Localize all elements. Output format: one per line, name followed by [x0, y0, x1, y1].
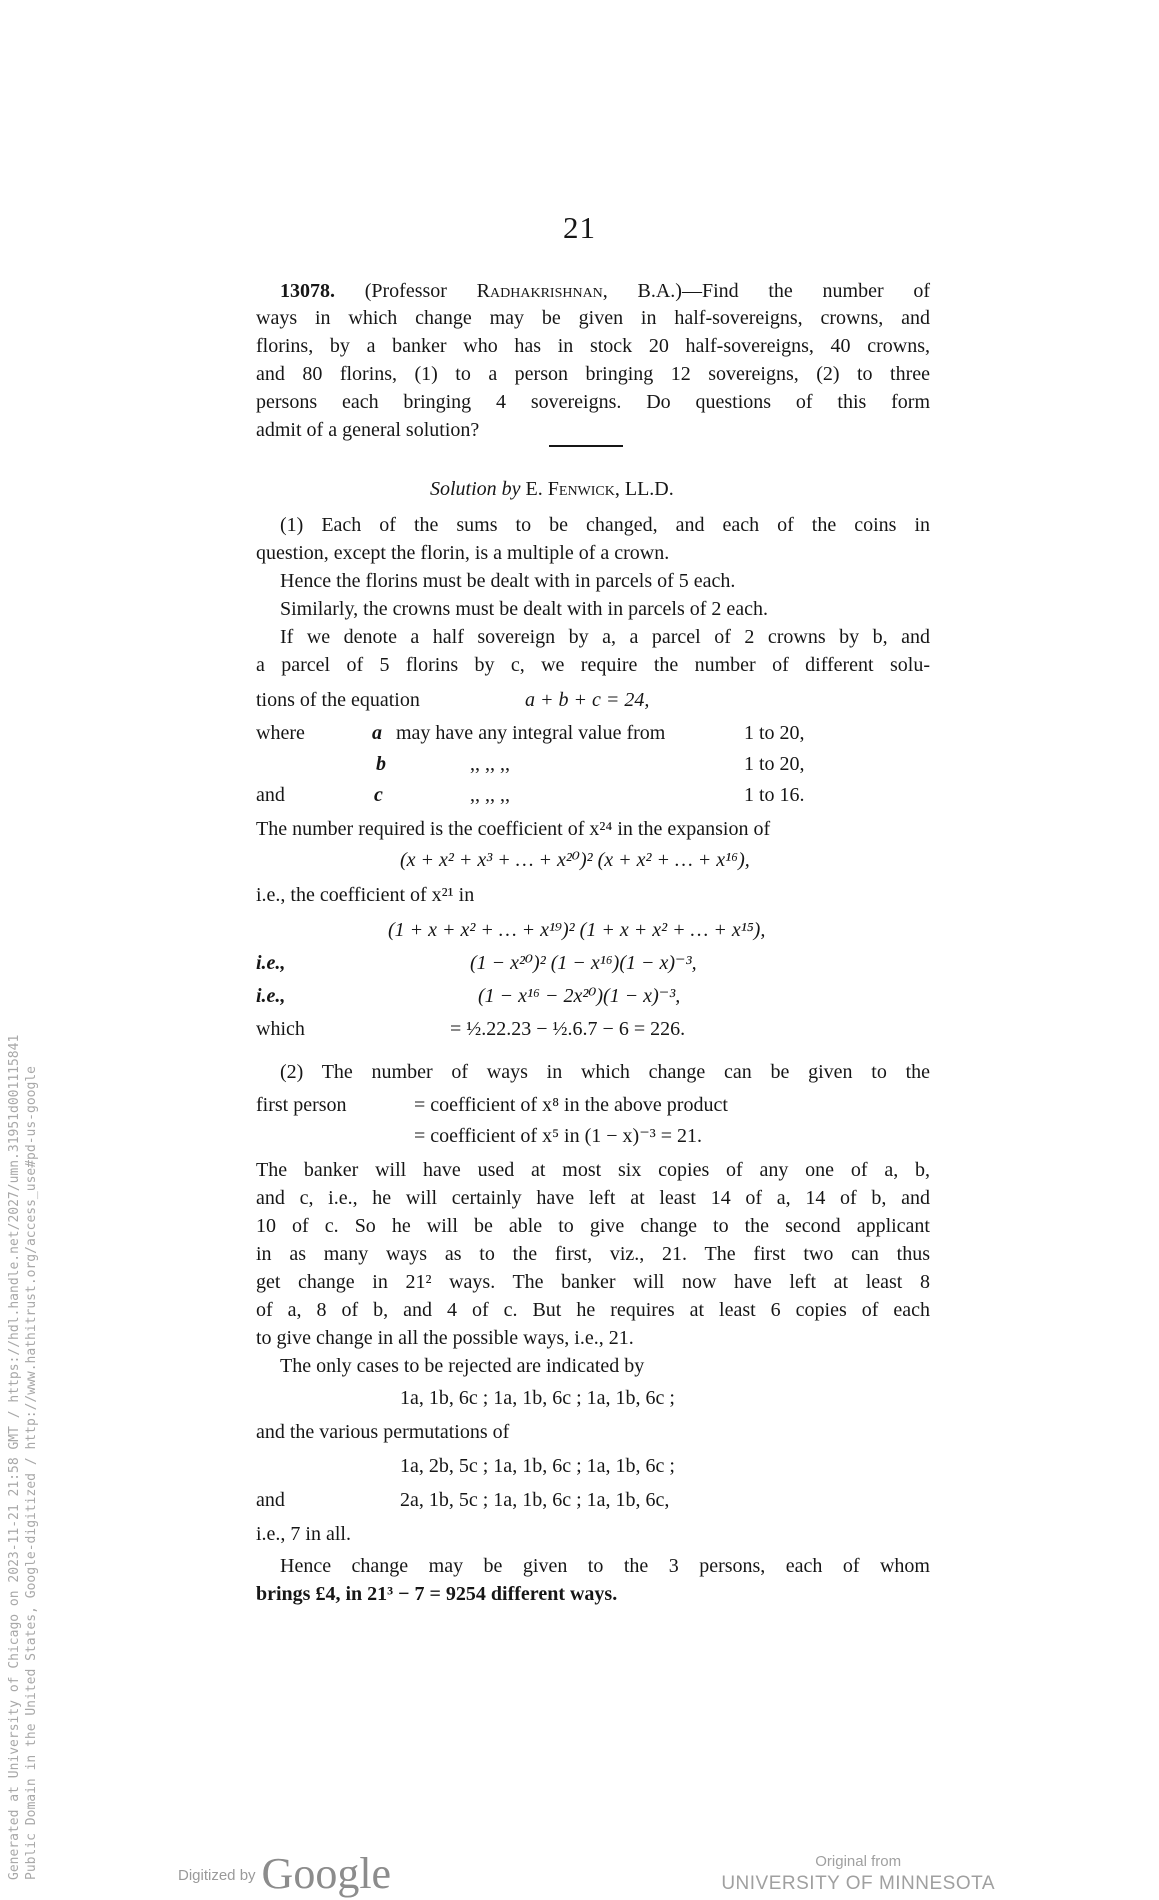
- solution-heading: [430, 477, 674, 501]
- range-value: 1 to 20,: [744, 722, 805, 744]
- rejected-cases: 1a, 1b, 6c ; 1a, 1b, 6c ; 1a, 1b, 6c ;: [400, 1387, 675, 1409]
- permutations-line: 2a, 1b, 5c ; 1a, 1b, 6c ; 1a, 1b, 6c,: [400, 1489, 670, 1511]
- conclusion-line: brings £4, in 21³ − 7 = 9254 different ways.: [256, 1583, 618, 1605]
- part2-para-line: 10 of c. So he will be able to give change to the second applicant: [256, 1215, 930, 1237]
- part2-line: (2) The number of ways in which change can be given to the: [280, 1061, 930, 1083]
- page-number: 21: [563, 210, 596, 245]
- solver-degree: , LL.D.: [614, 478, 674, 500]
- google-wordmark: Google: [261, 1849, 392, 1898]
- original-from-text: Original from: [815, 1853, 902, 1870]
- step-label: i.e.,: [256, 985, 286, 1007]
- separator-rule: [549, 445, 623, 447]
- first-person-eq: = coefficient of x⁵ in (1 − x)⁻³ = 21.: [414, 1125, 703, 1147]
- step-label: i.e.,: [256, 952, 286, 974]
- step-expression: (1 − x¹⁶ − 2x²⁰)(1 − x)⁻³,: [478, 985, 681, 1007]
- author-post: , B.A.)—Find the number of: [602, 280, 931, 302]
- part2-para-line: in as many ways as to the first, viz., 21. The first two can thus: [256, 1243, 930, 1265]
- problem-line: florins, by a banker who has in stock 20 half-sovereigns, 40 crowns,: [256, 335, 930, 357]
- hathitrust-side-stamp: [6, 880, 40, 1880]
- range-text: ,, ,, ,,: [470, 753, 510, 775]
- part2-para-line: to give change in all the possible ways, i.e., 21.: [256, 1327, 634, 1349]
- original-source: [721, 1852, 995, 1896]
- first-person-eq: = coefficient of x⁸ in the above product: [414, 1094, 728, 1116]
- part2-para-line: and c, i.e., he will certainly have left at least 14 of a, 14 of b, and: [256, 1187, 930, 1209]
- problem-line: and 80 florins, (1) to a person bringing 12 sovereigns, (2) to three: [256, 363, 930, 385]
- range-text: may have any integral value from: [396, 722, 666, 744]
- problem-number: 13078.: [280, 280, 335, 302]
- equation: a + b + c = 24,: [525, 689, 650, 711]
- range-label: and: [256, 784, 285, 806]
- range-var: a: [372, 722, 382, 744]
- permutations-intro: and the various permutations of: [256, 1421, 510, 1443]
- step-label: which: [256, 1018, 305, 1040]
- part2-para-line: of a, 8 of b, and 4 of c. But he requires at least 6 copies of each: [256, 1299, 930, 1321]
- step-expression: (1 − x²⁰)² (1 − x¹⁶)(1 − x)⁻³,: [470, 952, 697, 974]
- part1-line: Similarly, the crowns must be dealt with in parcels of 2 each.: [280, 598, 769, 620]
- author-name: Radhakrishnan: [476, 280, 603, 302]
- range-text: ,, ,, ,,: [470, 784, 510, 806]
- equation-label: tions of the equation: [256, 689, 420, 711]
- range-value: 1 to 20,: [744, 753, 805, 775]
- solution-by: Solution by: [430, 478, 521, 500]
- range-label: where: [256, 722, 305, 744]
- university-name: UNIVERSITY OF MINNESOTA: [721, 1873, 995, 1894]
- problem-line: admit of a general solution?: [256, 419, 480, 441]
- rejected-intro: The only cases to be rejected are indicated by: [280, 1355, 645, 1377]
- solver-name: Fenwick: [547, 478, 615, 500]
- ie-coefficient: i.e., the coefficient of x²¹ in: [256, 884, 475, 906]
- part2-para-line: get change in 21² ways. The banker will now have left at least 8: [256, 1271, 930, 1293]
- product: (1 + x + x² + … + x¹⁹)² (1 + x + x² + … + x¹⁵),: [388, 919, 766, 941]
- digitized-by-google-logo: [178, 1848, 391, 1899]
- range-var: c: [374, 784, 383, 806]
- expansion: (x + x² + x³ + … + x²⁰)² (x + x² + … + x¹⁶),: [400, 849, 750, 871]
- author-pre: (Professor: [364, 280, 477, 302]
- range-value: 1 to 16.: [744, 784, 805, 806]
- step-expression: = ½.22.23 − ½.6.7 − 6 = 226.: [450, 1018, 686, 1040]
- problem-first-line: [280, 279, 930, 303]
- conclusion-line: Hence change may be given to the 3 persons, each of whom: [280, 1555, 930, 1577]
- total-count: i.e., 7 in all.: [256, 1523, 351, 1545]
- range-var: b: [376, 753, 386, 775]
- part1-line: (1) Each of the sums to be changed, and each of the coins in: [280, 514, 930, 536]
- digitized-by-text: Digitized by: [178, 1867, 256, 1884]
- solver-initial: E.: [520, 478, 548, 500]
- problem-line: ways in which change may be given in half-sovereigns, crowns, and: [256, 307, 930, 329]
- part1-line: If we denote a half sovereign by a, a parcel of 2 crowns by b, and: [280, 626, 930, 648]
- part1-line: question, except the florin, is a multiple of a crown.: [256, 542, 670, 564]
- part2-para-line: The banker will have used at most six copies of any one of a, b,: [256, 1159, 930, 1181]
- stamp-line-generated: Generated at University of Chicago on 2023-11-21 21:58 GMT / https://hdl.handle.net/2027/umn.31951d001115841: [7, 1034, 22, 1880]
- part1-line: a parcel of 5 florins by c, we require the number of different solu-: [256, 654, 930, 676]
- stamp-line-public-domain: Public Domain in the United States, Google-digitized / http://www.hathitrust.org/access_use#pd-us-google: [24, 1066, 39, 1880]
- part1-line: Hence the florins must be dealt with in parcels of 5 each.: [280, 570, 736, 592]
- problem-line: persons each bringing 4 sovereigns. Do questions of this form: [256, 391, 930, 413]
- permutations-label: and: [256, 1489, 285, 1511]
- first-person-label: first person: [256, 1094, 347, 1116]
- number-required: The number required is the coefficient of x²⁴ in the expansion of: [256, 818, 771, 840]
- permutations-line: 1a, 2b, 5c ; 1a, 1b, 6c ; 1a, 1b, 6c ;: [400, 1455, 675, 1477]
